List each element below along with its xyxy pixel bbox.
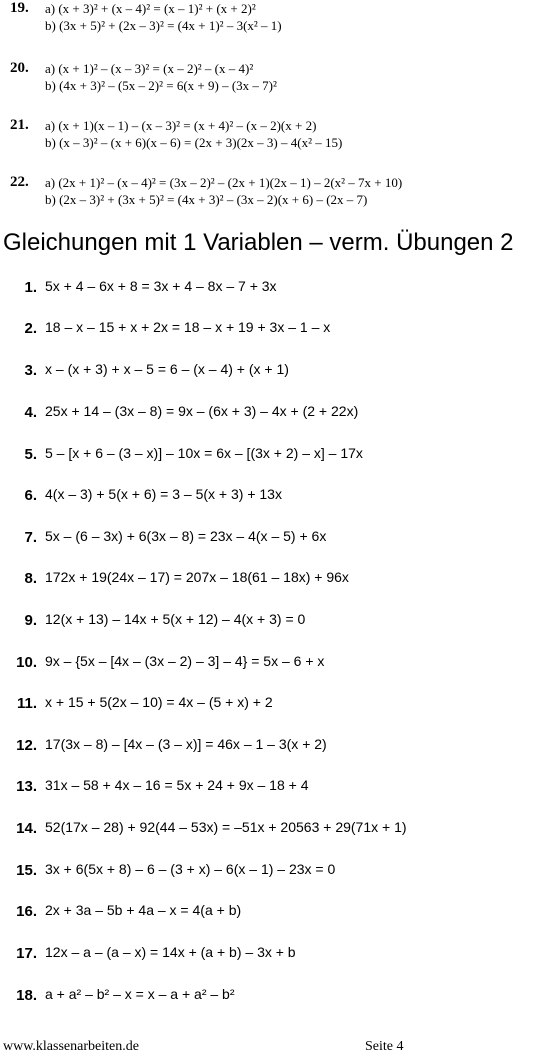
exercise-equation: 12(x + 13) – 14x + 5(x + 12) – 4(x + 3) = 0 <box>45 611 306 627</box>
exercise-item <box>0 775 536 797</box>
exercise-part-b: b) (3x + 5)² + (2x – 3)² = (4x + 1)² – 3(x² – 1) <box>45 18 282 33</box>
exercise-item <box>0 900 536 922</box>
exercise-item <box>0 734 536 756</box>
exercise-number: 13. <box>16 778 37 795</box>
exercise-item <box>0 567 536 589</box>
exercise-item <box>0 484 536 506</box>
exercise-number: 4. <box>24 404 37 421</box>
exercise-number: 6. <box>24 487 37 504</box>
exercise-item <box>0 609 536 631</box>
footer-website: www.klassenarbeiten.de <box>3 1039 139 1054</box>
exercise-equation: 172x + 19(24x – 17) = 207x – 18(61 – 18x) + 96x <box>45 569 349 585</box>
exercise-number: 5. <box>24 446 37 463</box>
exercise-number: 16. <box>16 903 37 920</box>
exercise-item <box>0 443 536 465</box>
exercise-part-b: b) (4x + 3)² – (5x – 2)² = 6(x + 9) – (3x – 7)² <box>45 78 277 93</box>
exercise-number: 8. <box>24 570 37 587</box>
exercise-part-b: b) (2x – 3)² + (3x + 5)² = (4x + 3)² – (3x – 2)(x + 6) – (2x – 7) <box>45 192 368 207</box>
exercise-item <box>0 859 536 881</box>
exercise-number: 21. <box>10 117 29 133</box>
exercise-part-a: a) (x + 1)² – (x – 3)² = (x – 2)² – (x – 4)² <box>45 61 254 76</box>
exercise-number: 19. <box>10 0 29 16</box>
exercise-equation: 2x + 3a – 5b + 4a – x = 4(a + b) <box>45 902 242 918</box>
exercise-item <box>0 692 536 714</box>
exercise-number: 14. <box>16 820 37 837</box>
exercise-item <box>0 984 536 1006</box>
exercise-item <box>0 526 536 548</box>
exercise-equation: 5 – [x + 6 – (3 – x)] – 10x = 6x – [(3x + 2) – x] – 17x <box>45 445 363 461</box>
exercise-number: 1. <box>24 279 37 296</box>
exercise-part-b: b) (x – 3)² – (x + 6)(x – 6) = (2x + 3)(2x – 3) – 4(x² – 15) <box>45 135 343 150</box>
exercise-equation: x + 15 + 5(2x – 10) = 4x – (5 + x) + 2 <box>45 694 273 710</box>
exercise-equation: 9x – {5x – [4x – (3x – 2) – 3] – 4} = 5x – 6 + x <box>45 653 325 669</box>
exercise-number: 22. <box>10 174 29 190</box>
exercise-equation: 5x – (6 – 3x) + 6(3x – 8) = 23x – 4(x – 5) + 6x <box>45 528 327 544</box>
footer-page-number: Seite 4 <box>365 1039 404 1054</box>
exercise-equation: 17(3x – 8) – [4x – (3 – x)] = 46x – 1 – 3(x + 2) <box>45 736 327 752</box>
exercise-item <box>0 817 536 839</box>
exercise-item <box>0 651 536 673</box>
exercise-equation: 5x + 4 – 6x + 8 = 3x + 4 – 8x – 7 + 3x <box>45 278 277 294</box>
exercise-item <box>0 317 536 339</box>
exercise-part-a: a) (x + 1)(x – 1) – (x – 3)² = (x + 4)² – (x – 2)(x + 2) <box>45 118 317 133</box>
exercise-equation: 25x + 14 – (3x – 8) = 9x – (6x + 3) – 4x + (2 + 22x) <box>45 403 359 419</box>
exercise-equation: 4(x – 3) + 5(x + 6) = 3 – 5(x + 3) + 13x <box>45 486 282 502</box>
exercise-item <box>0 359 536 381</box>
exercise-number: 10. <box>16 654 37 671</box>
exercise-equation: a + a² – b² – x = x – a + a² – b² <box>45 986 235 1002</box>
exercise-number: 20. <box>10 60 29 76</box>
exercise-equation: 52(17x – 28) + 92(44 – 53x) = –51x + 20563 + 29(71x + 1) <box>45 819 407 835</box>
exercise-number: 18. <box>16 987 37 1004</box>
exercise-equation: 12x – a – (a – x) = 14x + (a + b) – 3x + b <box>45 944 296 960</box>
exercise-item <box>0 401 536 423</box>
exercise-number: 7. <box>24 529 37 546</box>
exercise-equation: 31x – 58 + 4x – 16 = 5x + 24 + 9x – 18 + 4 <box>45 777 309 793</box>
exercise-number: 2. <box>24 320 37 337</box>
section-title: Gleichungen mit 1 Variablen – verm. Übungen 2 <box>3 229 514 256</box>
exercise-number: 11. <box>16 695 37 712</box>
exercise-equation: x – (x + 3) + x – 5 = 6 – (x – 4) + (x + 1) <box>45 361 289 377</box>
exercise-part-a: a) (2x + 1)² – (x – 4)² = (3x – 2)² – (2x + 1)(2x – 1) – 2(x² – 7x + 10) <box>45 175 403 190</box>
exercise-number: 17. <box>16 945 37 962</box>
exercise-equation: 3x + 6(5x + 8) – 6 – (3 + x) – 6(x – 1) – 23x = 0 <box>45 861 336 877</box>
exercise-equation: 18 – x – 15 + x + 2x = 18 – x + 19 + 3x – 1 – x <box>45 319 331 335</box>
exercise-number: 15. <box>16 862 37 879</box>
exercise-item <box>0 276 536 298</box>
exercise-number: 3. <box>24 362 37 379</box>
exercise-number: 9. <box>24 612 37 629</box>
exercise-item <box>0 942 536 964</box>
exercise-part-a: a) (x + 3)² + (x – 4)² = (x – 1)² + (x + 2)² <box>45 1 256 16</box>
exercise-number: 12. <box>16 737 37 754</box>
